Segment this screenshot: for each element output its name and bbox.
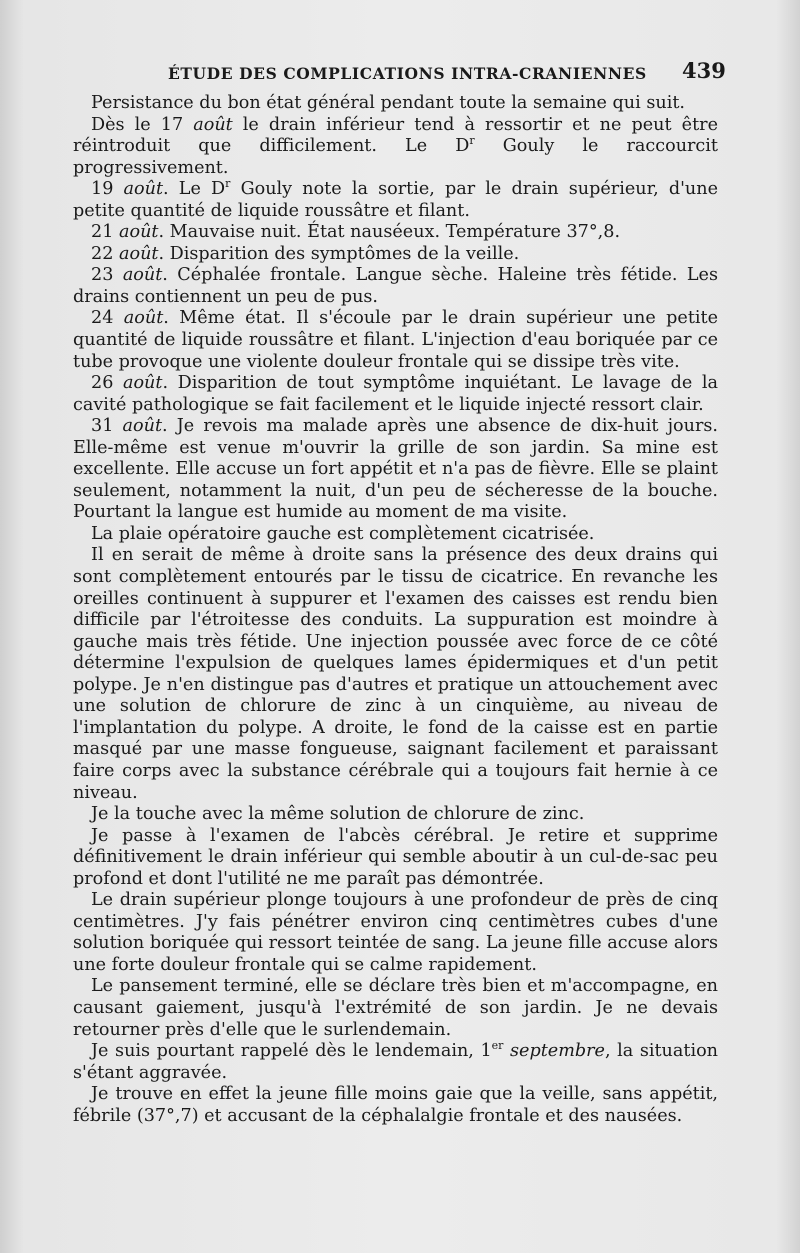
- paragraph-8: 26 août. Disparition de tout symptôme inquiétant. Le lavage de la cavité pathologique se fait facilement et le liquide injecté ressort clair.: [73, 373, 718, 415]
- date: septembre: [503, 1041, 605, 1062]
- paragraph-12: Je la touche avec la même solution de chlorure de zinc.: [91, 804, 585, 825]
- date: août: [123, 179, 164, 200]
- paragraph-7: 24 août. Même état. Il s'écoule par le drain supérieur une petite quantité de liquide roussâtre et filant. L'injection d'eau boriquée par ce tube provoque une violente douleur frontale qui se dissipe très vite.: [73, 308, 718, 372]
- paragraph-1: Persistance du bon état général pendant toute la semaine qui suit.: [91, 93, 686, 113]
- paragraph-17: Je trouve en effet la jeune fille moins gaie que la veille, sans appétit, fébrile (37°,7) et accusant de la céphalalgie frontale et des nausées.: [73, 1084, 718, 1126]
- paragraph-4: 21 août. Mauvaise nuit. État nauséeux. Température 37°,8.: [91, 222, 621, 243]
- date: août: [193, 114, 233, 135]
- paragraph-11: Il en serait de même à droite sans la présence des deux drains qui sont complètement entourés par le tissu de cicatrice. En revanche les oreilles continuent à suppurer et l'examen des caisses est rendu bien difficile par l'étroitesse des conduits. La suppuration est moindre à gauche mais très fétide. Une injection poussée avec force de ce côté détermine l'expulsion de quelques lames épidermiques et d'un petit polype. Je n'en distingue pas d'autres et pratique un attouchement avec une solution de chlorure de zinc à un cinquième, au niveau de l'implantation du polype. A droite, le fond de la caisse est en partie masqué par une masse fongueuse, saignant facilement et paraissant faire corps avec la substance cérébrale qui a toujours fait hernie à ce niveau.: [73, 545, 718, 803]
- paragraph-16: Je suis pourtant rappelé dès le lendemain, 1er septembre, la situation s'étant aggravée.: [73, 1039, 718, 1083]
- page-number: 439: [682, 58, 726, 83]
- page-header: [0, 56, 800, 90]
- paragraph-13: Je passe à l'examen de l'abcès cérébral. Je retire et supprime définitivement le drain inférieur qui semble aboutir à un cul-de-sac peu profond et dont l'utilité ne me paraît pas démontrée.: [73, 825, 718, 889]
- paragraph-14: Le drain supérieur plonge toujours à une profondeur de près de cinq centimètres. J'y fais pénétrer environ cinq centimètres cubes d'une solution boriquée qui ressort teintée de sang. La jeune fille accuse alors une forte douleur frontale qui se calme rapidement.: [73, 890, 718, 975]
- date: août: [122, 265, 163, 286]
- paragraph-2: Dès le 17 août le drain inférieur tend à ressortir et ne peut être réintroduit que difficilement. Le $D^r$ Gouly le raccourcit progressivement.: [73, 114, 718, 178]
- paragraph-6: 23 août. Céphalée frontale. Langue sèche. Haleine très fétide. Les drains contiennent un peu de pus.: [73, 265, 718, 307]
- date: août: [122, 416, 163, 437]
- running-head: ÉTUDE DES COMPLICATIONS INTRA-CRANIENNES: [168, 64, 647, 83]
- paragraph-9: 31 août. Je revois ma malade après une absence de dix-huit jours. Elle-même est venue m'ouvrir la grille de son jardin. Sa mine est excellente. Elle accuse un fort appétit et n'a pas de fièvre. Elle se plaint seulement, notamment la nuit, d'un peu de sécheresse de la bouche. Pourtant la langue est humide au moment de ma visite.: [73, 416, 718, 523]
- date: août: [123, 308, 164, 329]
- date: août: [122, 373, 163, 394]
- paragraph-10: La plaie opératoire gauche est complètement cicatrisée.: [91, 523, 595, 544]
- paragraph-15: Le pansement terminé, elle se déclare très bien et m'accompagne, en causant gaiement, jusqu'à l'extrémité de son jardin. Je ne devais retourner près d'elle que le surlendemain.: [73, 976, 718, 1040]
- paragraph-5: 22 août. Disparition des symptômes de la veille.: [91, 243, 520, 264]
- paragraph-3: 19 août. Le $D^r$ Gouly note la sortie, par le drain supérieur, d'une petite quantité de liquide roussâtre et filant.: [73, 177, 718, 221]
- body-text: [73, 93, 718, 1127]
- date: août: [118, 243, 159, 264]
- date: août: [118, 222, 159, 243]
